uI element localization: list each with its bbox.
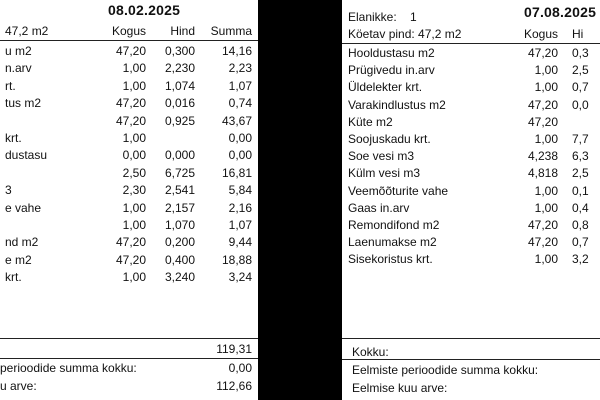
item-name: e m2 bbox=[5, 252, 32, 267]
item-qty: 4,238 bbox=[527, 149, 558, 164]
item-price: 0,7 bbox=[572, 80, 589, 95]
item-price: 0,400 bbox=[164, 252, 195, 267]
item-name: Hooldustasu m2 bbox=[348, 46, 435, 60]
item-name: Soojuskadu krt. bbox=[348, 132, 431, 146]
item-name: tus m2 bbox=[5, 96, 42, 111]
item-qty: 1,00 bbox=[122, 218, 146, 232]
header-divider bbox=[342, 43, 600, 44]
item-name: Soe vesi m3 bbox=[348, 149, 415, 164]
item-name: Prügivedu in.arv bbox=[348, 63, 435, 78]
table-row bbox=[342, 149, 600, 166]
item-name: Külm vesi m3 bbox=[348, 166, 421, 181]
item-qty: 1,00 bbox=[122, 131, 146, 145]
item-qty: 1,00 bbox=[534, 183, 558, 198]
table-row bbox=[0, 114, 258, 131]
item-name: Laenumakse m2 bbox=[348, 235, 437, 250]
item-qty: 47,20 bbox=[527, 97, 558, 112]
item-price: 0,300 bbox=[164, 44, 195, 58]
prev-periods-label: perioodide summa kokku: bbox=[0, 361, 137, 375]
item-sum: 43,67 bbox=[221, 113, 252, 128]
item-qty: 47,20 bbox=[115, 44, 146, 58]
table-row bbox=[342, 46, 600, 63]
item-qty: 1,00 bbox=[534, 252, 558, 267]
table-row bbox=[0, 235, 258, 252]
item-qty: 47,20 bbox=[115, 252, 146, 267]
item-price: 0,3 bbox=[572, 46, 589, 60]
item-qty: 1,00 bbox=[122, 61, 146, 76]
item-price: 0,1 bbox=[572, 183, 589, 198]
table-row bbox=[342, 166, 600, 183]
area-label: 47,2 m2 bbox=[5, 24, 49, 38]
total-bottom-divider bbox=[0, 358, 258, 359]
item-price: 6,725 bbox=[164, 165, 195, 180]
item-qty: 2,50 bbox=[122, 165, 146, 180]
item-price: 1,070 bbox=[164, 218, 195, 232]
table-header bbox=[0, 24, 258, 41]
item-sum: 2,16 bbox=[228, 200, 252, 215]
item-qty: 4,818 bbox=[527, 166, 558, 181]
item-qty: 1,00 bbox=[122, 78, 146, 93]
left-invoice-panel bbox=[0, 0, 258, 400]
item-price: 2,5 bbox=[572, 166, 589, 181]
item-price: 3,240 bbox=[164, 270, 195, 285]
table-row bbox=[0, 148, 258, 165]
item-price: 0,000 bbox=[164, 148, 195, 163]
total-divider bbox=[342, 338, 600, 339]
item-sum: 16,81 bbox=[221, 165, 252, 180]
invoice-date: 07.08.2025 bbox=[524, 4, 597, 20]
item-name: krt. bbox=[5, 270, 22, 285]
item-name: Gaas in.arv bbox=[348, 200, 410, 215]
table-row bbox=[0, 44, 258, 61]
prev-month-label: u arve: bbox=[0, 379, 37, 393]
table-row bbox=[0, 218, 258, 235]
item-qty: 47,20 bbox=[527, 46, 558, 60]
item-sum: 5,84 bbox=[228, 183, 252, 198]
item-qty: 47,20 bbox=[527, 114, 558, 129]
item-name: Veemõõturite vahe bbox=[348, 183, 449, 198]
item-name: e vahe bbox=[5, 200, 42, 215]
item-sum: 1,07 bbox=[228, 78, 252, 93]
table-row bbox=[342, 201, 600, 218]
item-qty: 47,20 bbox=[527, 235, 558, 250]
item-qty: 1,00 bbox=[122, 200, 146, 215]
table-row bbox=[0, 166, 258, 183]
item-name: 3 bbox=[5, 183, 12, 198]
item-price: 7,7 bbox=[572, 132, 589, 146]
item-qty: 1,00 bbox=[534, 200, 558, 215]
table-row bbox=[342, 218, 600, 235]
item-price: 2,157 bbox=[164, 200, 195, 215]
item-price: 0,200 bbox=[164, 235, 195, 250]
prev-month-label: Eelmise kuu arve: bbox=[352, 381, 448, 395]
item-price: 2,230 bbox=[164, 61, 195, 76]
table-row bbox=[342, 80, 600, 97]
total-sum: 119,31 bbox=[216, 342, 252, 356]
col-qty-header: Kogus bbox=[523, 27, 558, 41]
area-label: Köetav pind: 47,2 m2 bbox=[348, 27, 462, 41]
item-price: 1,074 bbox=[164, 78, 195, 93]
item-qty: 47,20 bbox=[115, 113, 146, 128]
table-row bbox=[0, 183, 258, 200]
item-name: Varakindlustus m2 bbox=[348, 97, 446, 112]
item-price: 6,3 bbox=[572, 149, 589, 164]
invoice-date: 08.02.2025 bbox=[108, 2, 181, 18]
item-price: 3,2 bbox=[572, 252, 589, 267]
header-divider bbox=[0, 40, 258, 41]
item-qty: 47,20 bbox=[115, 96, 146, 111]
table-row bbox=[342, 184, 600, 201]
item-price: 0,925 bbox=[164, 113, 195, 128]
residents-label: Elanikke: bbox=[348, 10, 397, 24]
item-price: 0,016 bbox=[164, 96, 195, 111]
item-name: nd m2 bbox=[5, 235, 39, 250]
item-name: u m2 bbox=[5, 44, 32, 58]
item-qty: 1,00 bbox=[534, 63, 558, 78]
total-label: Kokku: bbox=[352, 345, 389, 359]
item-sum: 18,88 bbox=[221, 252, 252, 267]
table-row bbox=[342, 63, 600, 80]
item-price: 0,7 bbox=[572, 235, 589, 250]
table-row bbox=[342, 132, 600, 149]
table-row bbox=[0, 201, 258, 218]
item-name: Küte m2 bbox=[348, 114, 393, 129]
item-sum: 1,07 bbox=[228, 218, 252, 232]
item-sum: 0,00 bbox=[228, 131, 252, 145]
item-sum: 9,44 bbox=[228, 235, 252, 250]
col-sum-header: Summa bbox=[210, 24, 252, 38]
item-price: 2,5 bbox=[572, 63, 589, 78]
table-header bbox=[342, 27, 600, 44]
table-row bbox=[342, 98, 600, 115]
table-row bbox=[0, 79, 258, 96]
prev-month-value: 112,66 bbox=[216, 379, 252, 393]
item-qty: 1,00 bbox=[534, 132, 558, 146]
table-row bbox=[342, 115, 600, 132]
table-row bbox=[0, 131, 258, 148]
item-qty: 47,20 bbox=[115, 235, 146, 250]
item-name: Üldelekter krt. bbox=[348, 80, 423, 95]
item-name: n.arv bbox=[5, 61, 32, 76]
item-price: 0,0 bbox=[572, 97, 589, 112]
col-price-header: Hind bbox=[170, 24, 195, 38]
item-sum: 14,16 bbox=[221, 44, 252, 58]
col-qty-header: Kogus bbox=[111, 24, 146, 38]
item-name: Remondifond m2 bbox=[348, 218, 440, 232]
item-qty: 1,00 bbox=[534, 80, 558, 95]
item-name: krt. bbox=[5, 131, 22, 145]
item-qty: 47,20 bbox=[527, 218, 558, 232]
col-price-header: Hi bbox=[572, 27, 584, 41]
item-price: 0,8 bbox=[572, 218, 589, 232]
item-price: 0,4 bbox=[572, 200, 589, 215]
total-divider bbox=[0, 338, 258, 339]
item-price: 2,541 bbox=[164, 183, 195, 198]
residents-value: 1 bbox=[410, 10, 417, 24]
item-sum: 3,24 bbox=[228, 270, 252, 285]
table-row bbox=[0, 96, 258, 113]
total-bottom-divider bbox=[342, 359, 600, 360]
table-row bbox=[0, 61, 258, 78]
table-row bbox=[0, 253, 258, 270]
item-qty: 1,00 bbox=[122, 270, 146, 285]
table-row bbox=[342, 252, 600, 269]
item-qty: 2,30 bbox=[122, 183, 146, 198]
item-sum: 0,00 bbox=[228, 148, 252, 163]
prev-periods-label: Eelmiste perioodide summa kokku: bbox=[352, 363, 539, 377]
right-invoice-panel bbox=[342, 0, 600, 400]
prev-periods-value: 0,00 bbox=[228, 361, 252, 375]
item-qty: 0,00 bbox=[122, 148, 146, 163]
item-name: rt. bbox=[5, 78, 16, 93]
table-row bbox=[342, 235, 600, 252]
item-name: Sisekoristus krt. bbox=[348, 252, 433, 267]
item-sum: 2,23 bbox=[228, 61, 252, 76]
item-sum: 0,74 bbox=[228, 96, 252, 111]
item-name: dustasu bbox=[5, 148, 48, 163]
table-row bbox=[0, 270, 258, 287]
